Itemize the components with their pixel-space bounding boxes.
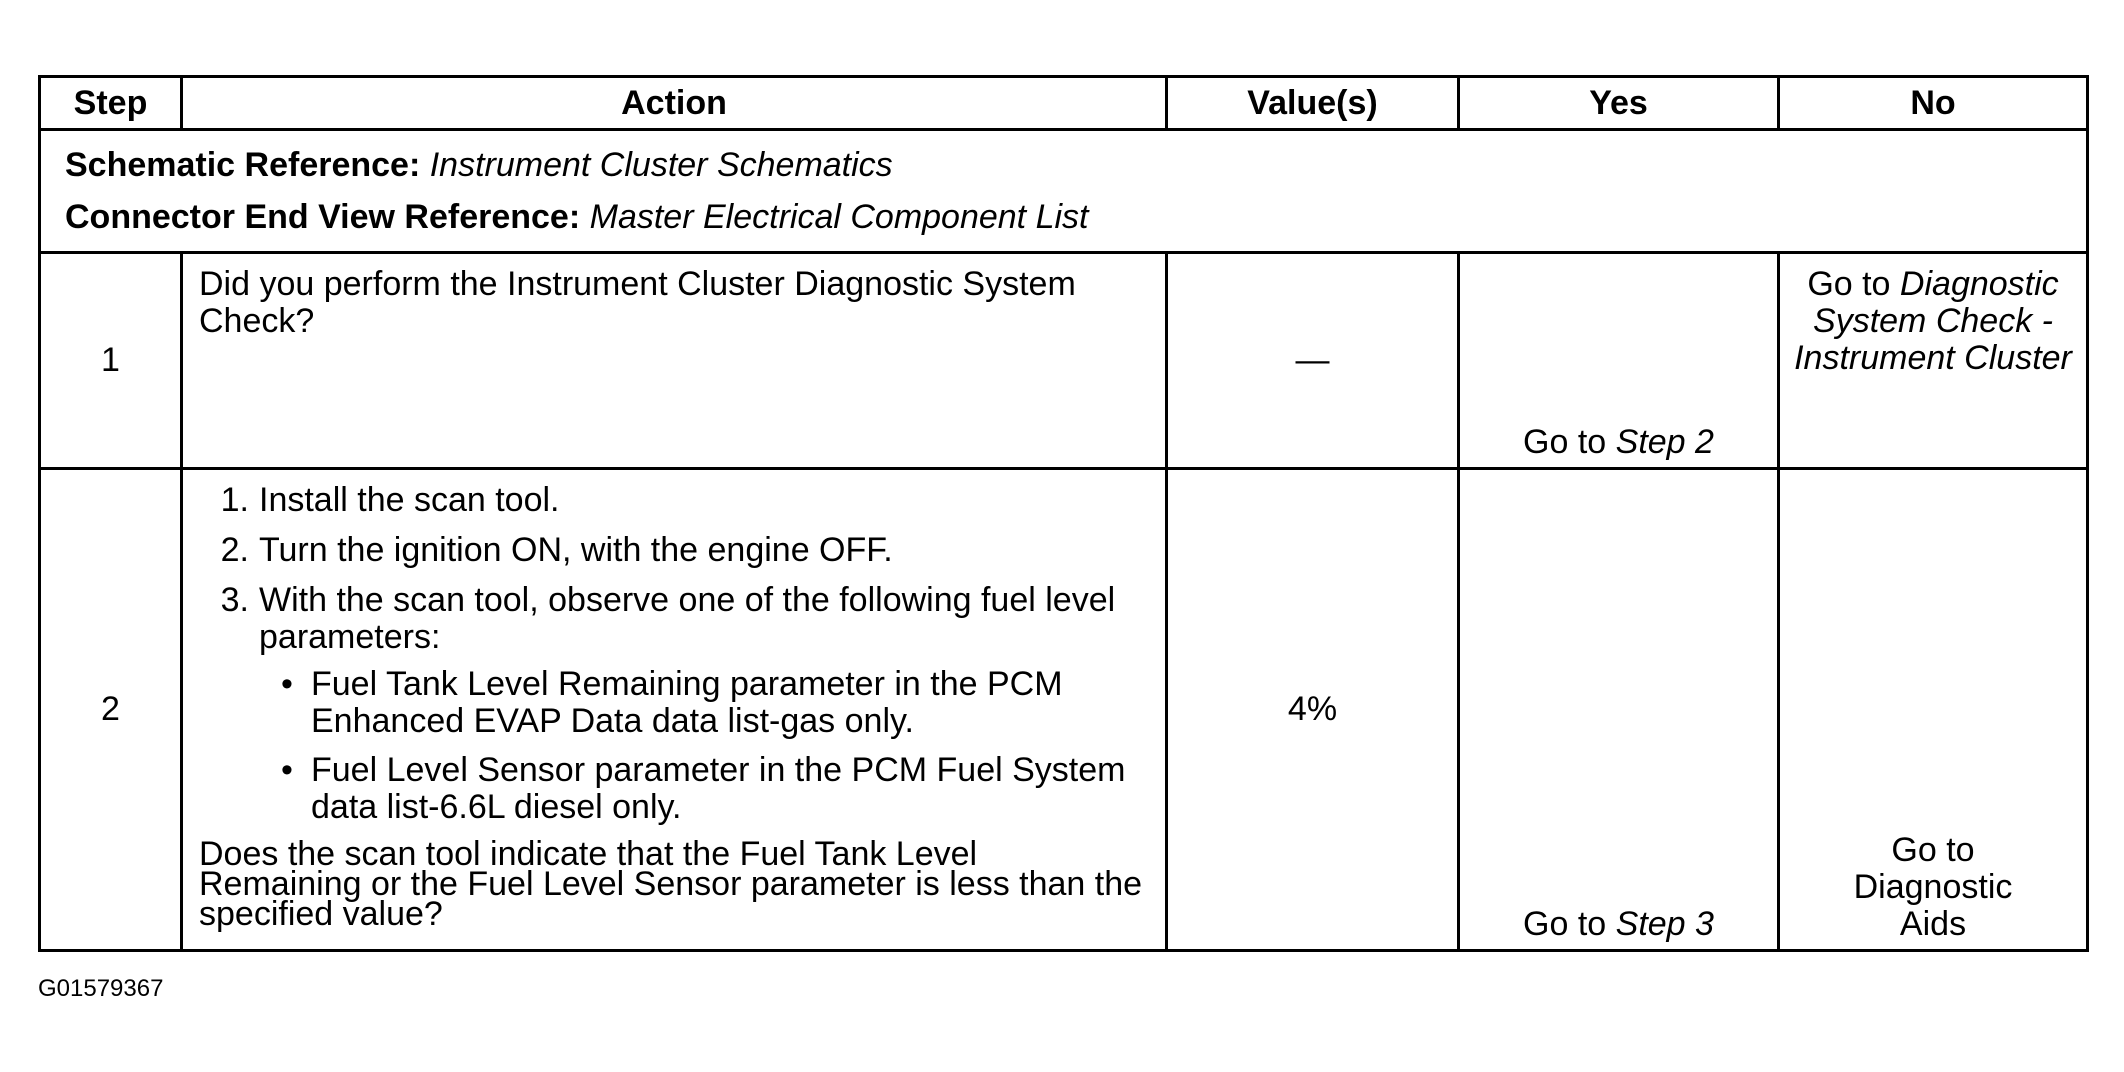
step-2-number: 2 xyxy=(40,469,182,951)
substep-item: 2. Turn the ignition ON, with the engine OFF. xyxy=(220,531,893,569)
substep-item: 1. Install the scan tool. xyxy=(220,481,560,519)
connector-reference-link[interactable]: Master Electrical Component List xyxy=(589,198,1089,236)
schematic-reference-link[interactable]: Instrument Cluster Schematics xyxy=(429,146,893,184)
header-no: No xyxy=(1779,77,2088,130)
diagnostic-table xyxy=(38,75,2089,952)
step-1-no xyxy=(1779,253,2088,469)
step-1-yes-prefix: Go to xyxy=(1523,423,1616,461)
step-1-action: Did you perform the Instrument Cluster Diagnostic System Check? xyxy=(182,253,1167,469)
step-1-no-link[interactable]: Diagnostic System Check - Instrument Cluster xyxy=(1794,265,2072,377)
step-2-action xyxy=(182,469,1167,951)
step-2-yes-link[interactable]: Step 3 xyxy=(1615,905,1714,943)
step-2-yes xyxy=(1459,469,1779,951)
connector-reference-label: Connector End View Reference: xyxy=(65,198,581,236)
reference-row xyxy=(40,130,2088,253)
bullet-item: • Fuel Tank Level Remaining parameter in the PCM Enhanced EVAP Data data list-gas only. xyxy=(311,666,1147,740)
connector-reference xyxy=(65,191,2062,243)
bullet-item: • Fuel Level Sensor parameter in the PCM Fuel System data list-6.6L diesel only. xyxy=(311,752,1147,826)
step-1-row xyxy=(40,253,2088,469)
step-1-no-prefix: Go to xyxy=(1807,265,1900,303)
figure-id: G01579367 xyxy=(38,975,164,1002)
step-2-yes-prefix: Go to xyxy=(1523,905,1616,943)
header-values: Value(s) xyxy=(1167,77,1459,130)
step-2-question: Does the scan tool indicate that the Fuel Tank Level Remaining or the Fuel Level Sensor parameter is less than the specified value? xyxy=(199,835,1143,933)
header-yes: Yes xyxy=(1459,77,1779,130)
header-step: Step xyxy=(40,77,182,130)
header-row xyxy=(40,77,2088,130)
schematic-reference xyxy=(65,139,2062,191)
step-2-row xyxy=(40,469,2088,951)
step-1-value: — xyxy=(1167,253,1459,469)
step-1-yes-link[interactable]: Step 2 xyxy=(1615,423,1714,461)
header-action: Action xyxy=(182,77,1167,130)
parameter-bullet-list xyxy=(259,666,1147,826)
substep-item: 3. With the scan tool, observe one of the following fuel level parameters: • Fuel Tank Level Remaining parameter in the PCM Enhanced EVAP Data data list-gas only. • Fuel Level Sensor parameter in the PCM Fuel System data list-6.6L diesel only. xyxy=(259,582,1147,826)
schematic-reference-label: Schematic Reference: xyxy=(65,146,421,184)
substep-list xyxy=(199,482,1147,826)
reference-cell xyxy=(40,130,2088,253)
step-2-no-text[interactable]: Go to Diagnostic Aids xyxy=(1853,831,2013,943)
step-1-yes xyxy=(1459,253,1779,469)
step-2-no xyxy=(1779,469,2088,951)
step-1-number: 1 xyxy=(40,253,182,469)
step-2-value: 4% xyxy=(1167,469,1459,951)
